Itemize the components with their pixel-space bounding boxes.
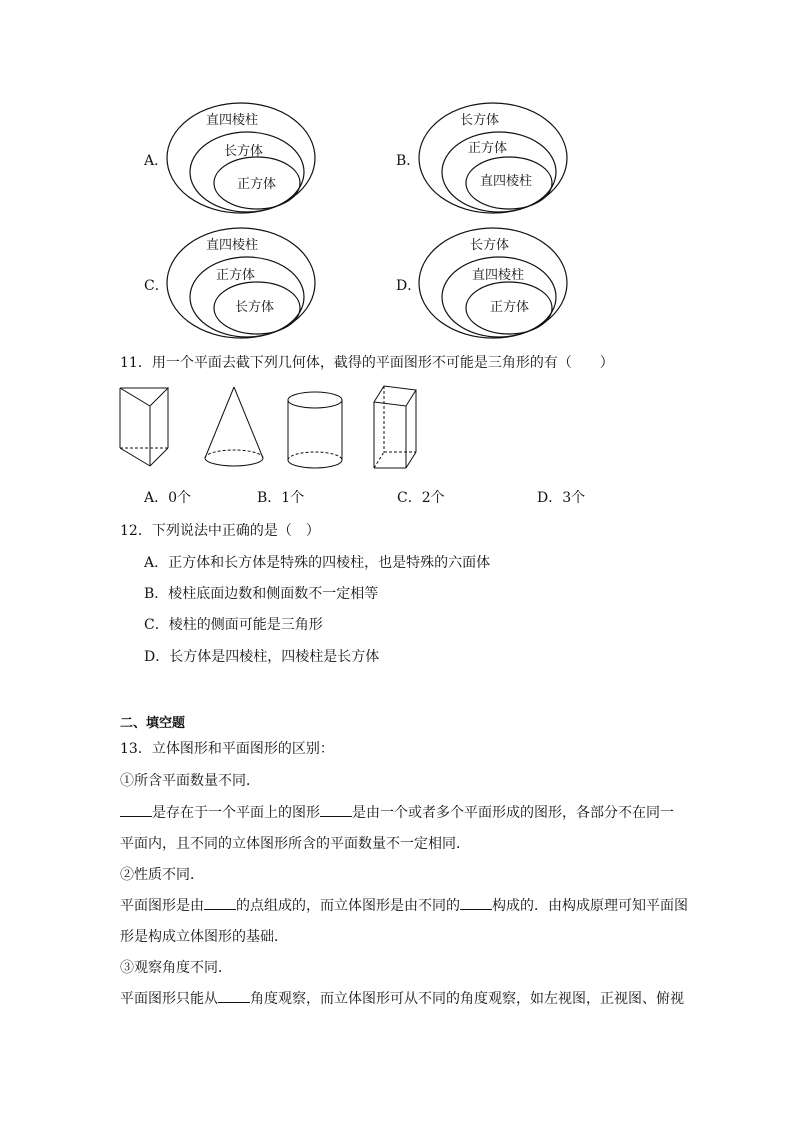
point-2-line-2: 形是构成立体图形的基础． (120, 929, 288, 945)
blank-4 (460, 895, 492, 910)
q11-option-c: C．2个 (397, 490, 445, 506)
q11-option-d: D．3个 (537, 490, 586, 506)
option-d-inner-label: 正方体 (490, 300, 530, 315)
option-a-outer-label: 直四棱柱 (206, 113, 259, 128)
q13-stem: 13．立体图形和平面图形的区别： (120, 741, 334, 757)
blank-3 (204, 895, 236, 910)
option-a-middle-label: 长方体 (224, 144, 264, 159)
option-b-inner-label: 直四棱柱 (480, 174, 533, 189)
blank-2 (320, 802, 352, 817)
option-b-outer-label: 长方体 (460, 113, 500, 128)
point-2-title: ②性质不同． (120, 867, 204, 883)
option-c-middle-label: 正方体 (216, 268, 256, 283)
option-a-inner-label: 正方体 (237, 177, 277, 192)
p2-text-b: 的点组成的，而立体图形是由不同的 (236, 898, 460, 914)
blank-1 (120, 802, 152, 817)
option-b-middle-label: 正方体 (468, 141, 508, 156)
q12-option-a: A．正方体和长方体是特殊的四棱柱，也是特殊的六面体 (144, 555, 491, 571)
option-d-middle-label: 直四棱柱 (472, 268, 525, 283)
triangular-prism-figure (118, 386, 178, 470)
p3-text-a: 平面图形只能从 (120, 991, 218, 1007)
option-b-letter: B． (396, 153, 421, 169)
p1-text-a: 是存在于一个平面上的图形 (152, 805, 320, 821)
point-3-title: ③观察角度不同． (120, 960, 232, 976)
p2-text-c: 构成的．由构成原理可知平面图 (492, 898, 688, 914)
option-c-outer-label: 直四棱柱 (206, 238, 259, 253)
option-d-diagram (418, 225, 574, 340)
point-1-title: ①所含平面数量不同． (120, 773, 260, 789)
option-d-outer-label: 长方体 (470, 238, 510, 253)
option-a-letter: A． (144, 153, 169, 169)
q11-option-b: B．1个 (257, 490, 305, 506)
q12-option-c: C．棱柱的侧面可能是三角形 (144, 617, 323, 633)
cylinder-figure (284, 390, 348, 472)
q12-stem: 12．下列说法中正确的是（ ） (120, 523, 320, 539)
point-1-line-1 (120, 802, 674, 822)
point-2-line-1 (120, 895, 688, 915)
option-c-letter: C． (144, 278, 169, 294)
p3-text-b: 角度观察，而立体图形可从不同的角度观察，如左视图，正视图、俯视 (250, 991, 684, 1007)
q11-option-a: A．0个 (144, 490, 192, 506)
option-c-inner-label: 长方体 (235, 300, 275, 315)
p2-text-a: 平面图形是由 (120, 898, 204, 914)
option-b-diagram (418, 100, 574, 215)
point-1-line-2: 平面内，且不同的立体图形所含的平面数量不一定相同． (120, 836, 470, 852)
option-c-diagram (166, 225, 322, 340)
option-a-diagram (166, 100, 322, 215)
quadrilateral-prism-figure (370, 384, 424, 472)
q11-stem: 11．用一个平面去截下列几何体，截得的平面图形不可能是三角形的有（ ） (120, 355, 614, 371)
point-3-line-1 (120, 988, 684, 1008)
q12-option-b: B．棱柱底面边数和侧面数不一定相等 (144, 586, 379, 602)
option-d-letter: D． (396, 278, 422, 294)
blank-5 (218, 988, 250, 1003)
q12-option-d: D．长方体是四棱柱，四棱柱是长方体 (144, 649, 380, 665)
p1-text-b: 是由一个或者多个平面形成的图形，各部分不在同一 (352, 805, 674, 821)
cone-figure (200, 385, 270, 471)
section-heading: 二、填空题 (120, 716, 186, 731)
